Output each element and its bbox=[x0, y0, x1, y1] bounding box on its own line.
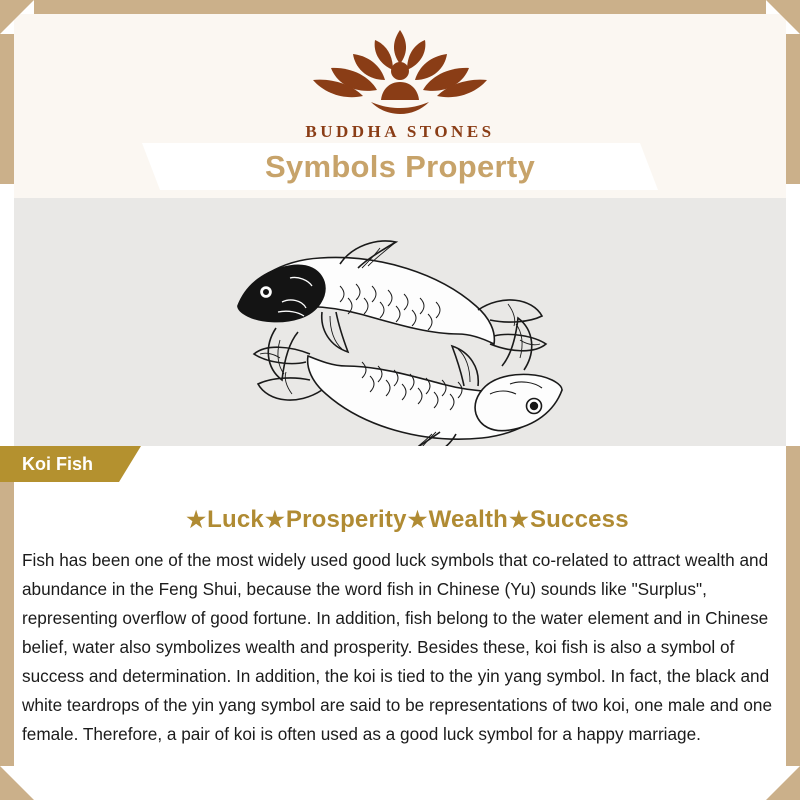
frame-right-bar bbox=[786, 34, 800, 184]
star-icon: ★ bbox=[186, 507, 207, 532]
corner-top-right bbox=[766, 0, 800, 34]
frame-left-bar bbox=[0, 34, 14, 184]
page-title: Symbols Property bbox=[264, 148, 536, 184]
star-icon: ★ bbox=[407, 507, 428, 532]
content-area bbox=[14, 482, 800, 800]
keyword-prosperity: Prosperity bbox=[285, 506, 407, 533]
frame-top-bar bbox=[34, 0, 766, 14]
star-icon: ★ bbox=[264, 507, 285, 532]
corner-bottom-left bbox=[0, 766, 34, 800]
description-paragraph: Fish has been one of the most widely used good luck symbols that co-related to attract wealth and abundance in the Feng Shui, because the word fish in Chinese (Yu) sounds like "Surplus", representing overflow of good fortune. In addition, fish belong to the water element and in Chinese belief, water also symbolizes wealth and prosperity. Besides these, koi fish is also a symbol of success and determination. In addition, the koi is tied to the yin yang symbol. In fact, the black and white teardrops of the yin yang symbol are said to be representations of two koi, one male and one female. Therefore, a pair of koi is often used as a good luck symbol for a happy marriage. bbox=[22, 550, 773, 744]
frame-left-lower-bar bbox=[0, 446, 14, 766]
keyword-wealth: Wealth bbox=[428, 506, 509, 533]
brand-logo bbox=[14, 26, 786, 142]
corner-top-left bbox=[0, 0, 34, 34]
page-title-ribbon bbox=[160, 143, 640, 190]
frame-right-lower-bar bbox=[786, 446, 800, 766]
star-icon: ★ bbox=[509, 507, 529, 532]
symbol-label-tab bbox=[0, 446, 119, 482]
keyword-luck: Luck bbox=[207, 506, 264, 533]
symbol-label-text: Koi Fish bbox=[22, 453, 93, 474]
brand-name: BUDDHA STONES bbox=[305, 122, 495, 141]
corner-bottom-right bbox=[766, 766, 800, 800]
keyword-success: Success bbox=[529, 506, 629, 533]
lotus-meditation-figure-icon bbox=[305, 26, 495, 118]
keywords-row bbox=[14, 506, 800, 534]
two-koi-fish-yin-yang-illustration bbox=[190, 198, 610, 446]
hero-image-band bbox=[14, 198, 786, 446]
